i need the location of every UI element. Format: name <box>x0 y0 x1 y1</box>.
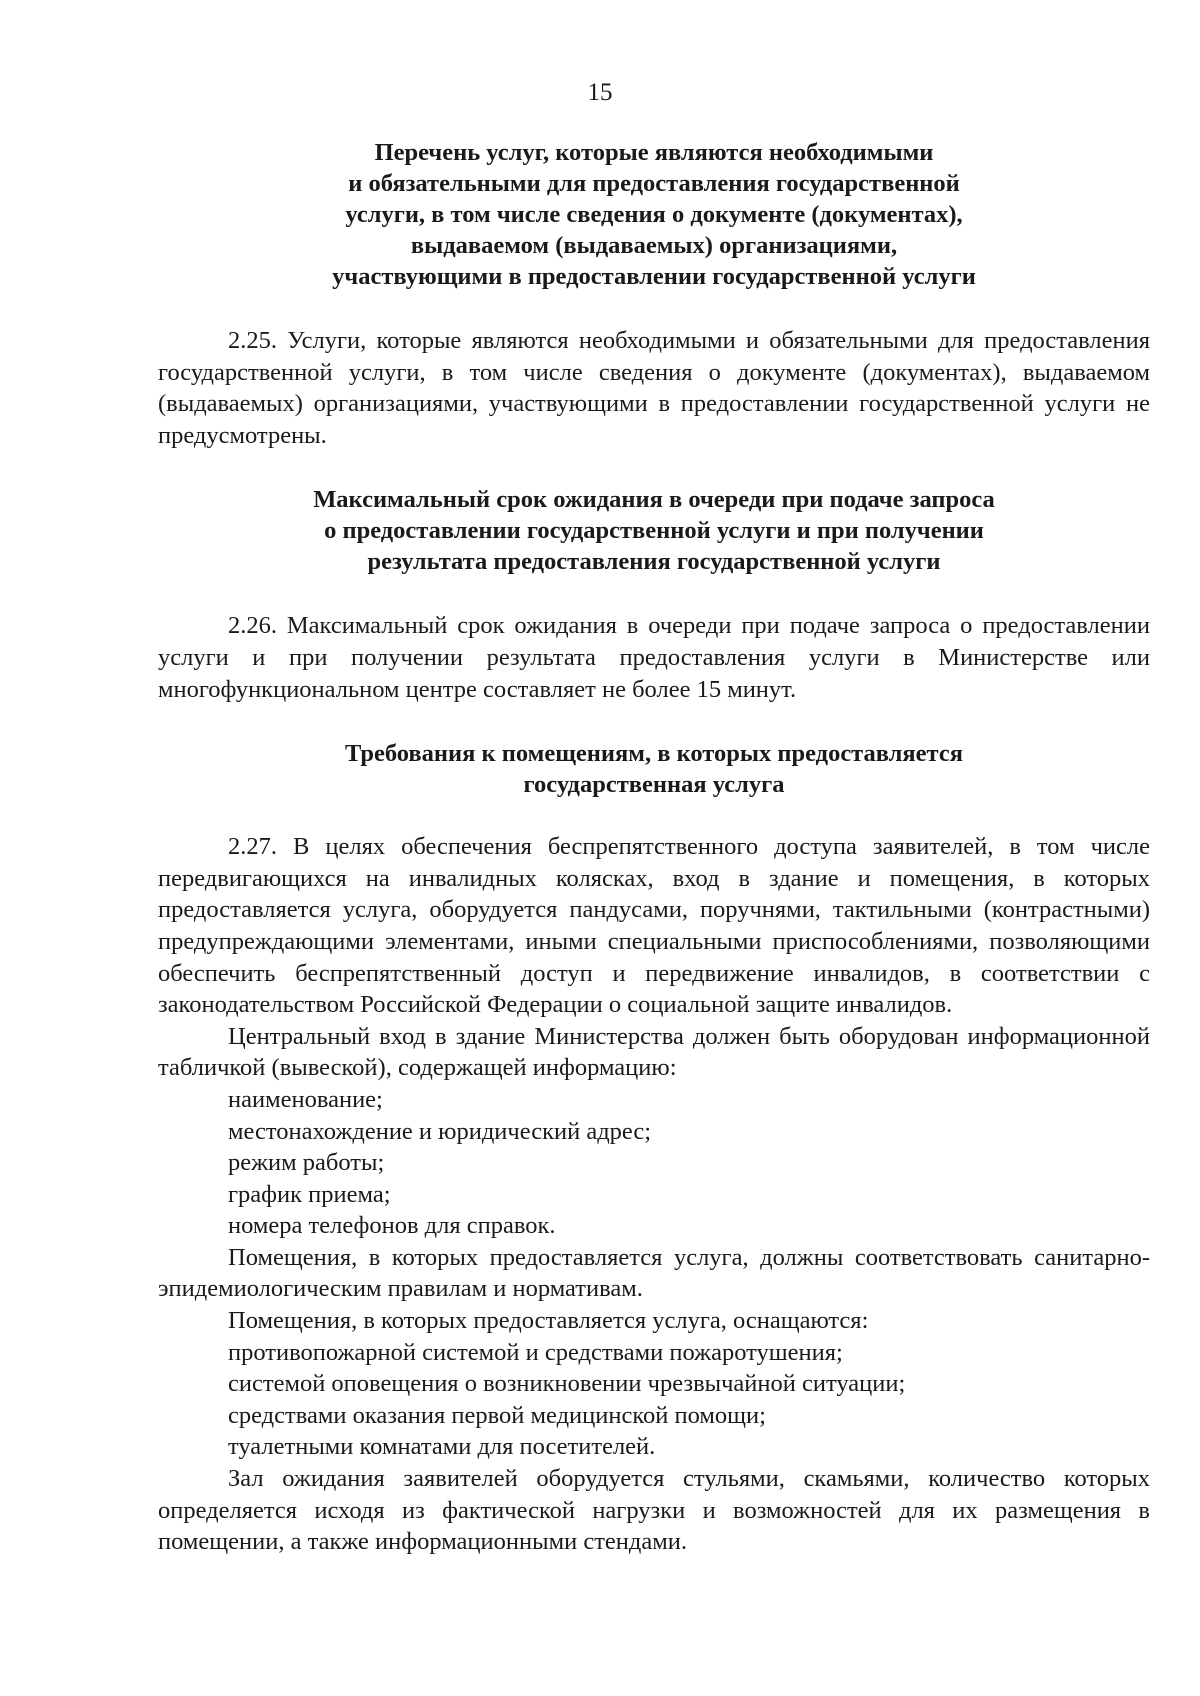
heading-line: Максимальный срок ожидания в очереди при подаче запроса <box>313 486 995 514</box>
list-item: наименование; <box>228 1085 383 1113</box>
paragraph-2-26: 2.26. Максимальный срок ожидания в очереди при подаче запроса о предоставлении услуги и при получении результата предоставления услуги в Министерстве или многофункциональном центре составляет не более 15 минут. <box>158 612 1150 703</box>
paragraph-central-entrance: Центральный вход в здание Министерства должен быть оборудован информационной табличкой (вывеской), содержащей информацию: <box>158 1022 1150 1082</box>
section-heading-max-wait-time <box>158 484 1150 577</box>
heading-line: Требования к помещениям, в которых предоставляется <box>344 740 964 768</box>
paragraph-waiting-hall: Зал ожидания заявителей оборудуется стульями, скамьями, количество которых определяется исходя из фактической нагрузки и возможностей для их размещения в помещении, а также информационными стендами. <box>158 1465 1150 1556</box>
paragraph-2-25: 2.25. Услуги, которые являются необходимыми и обязательными для предоставления государственной услуги, в том числе сведения о документе (документах), выдаваемом (выдаваемых) организациями, участвующими в предоставлении государственной услуги не предусмотрены. <box>158 327 1150 449</box>
heading-line: выдаваемом (выдаваемых) организациями, <box>410 232 898 259</box>
paragraph-premises-equipment: Помещения, в которых предоставляется услуга, оснащаются: <box>228 1307 869 1335</box>
list-item: противопожарной системой и средствами пожаротушения; <box>228 1338 843 1366</box>
list-item: местонахождение и юридический адрес; <box>228 1117 652 1145</box>
paragraph-sanitary-rules: Помещения, в которых предоставляется услуга, должны соответствовать санитарно-эпидемиологическим правилам и нормативам. <box>158 1243 1150 1303</box>
heading-line: участвующими в предоставлении государственной услуги <box>332 263 976 290</box>
heading-line: результата предоставления государственной услуги <box>367 548 941 576</box>
list-item: средствами оказания первой медицинской помощи; <box>228 1401 766 1429</box>
equipment-list <box>158 1337 1150 1463</box>
list-item: режим работы; <box>228 1149 385 1177</box>
list-item: номера телефонов для справок. <box>228 1212 556 1240</box>
list-item: туалетными комнатами для посетителей. <box>228 1433 656 1461</box>
list-item: системой оповещения о возникновении чрезвычайной ситуации; <box>228 1370 906 1398</box>
signage-info-list <box>158 1084 1150 1242</box>
section-heading-premises-requirements <box>158 738 1150 800</box>
list-item: график приема; <box>228 1180 391 1208</box>
heading-line: и обязательными для предоставления государственной <box>348 170 960 197</box>
heading-line: Перечень услуг, которые являются необходимыми <box>374 139 934 166</box>
heading-line: государственная услуга <box>523 771 785 799</box>
page-number: 15 <box>587 79 613 106</box>
heading-line: о предоставлении государственной услуги и при получении <box>324 517 984 545</box>
paragraph-2-27: 2.27. В целях обеспечения беспрепятственного доступа заявителей, в том числе передвигающихся на инвалидных колясках, вход в здание и помещения, в которых предоставляется услуга, оборудуется пандусами, поручнями, тактильными (контрастными) предупреждающими элементами, иными специальными приспособлениями, позволяющими обеспечить беспрепятственный доступ и передвижение инвалидов, в соответствии с законодательством Российской Федерации о социальной защите инвалидов. <box>158 833 1150 1019</box>
section-heading-required-services <box>158 137 1150 292</box>
heading-line: услуги, в том числе сведения о документе (документах), <box>345 201 963 228</box>
page-content <box>158 137 1150 1558</box>
